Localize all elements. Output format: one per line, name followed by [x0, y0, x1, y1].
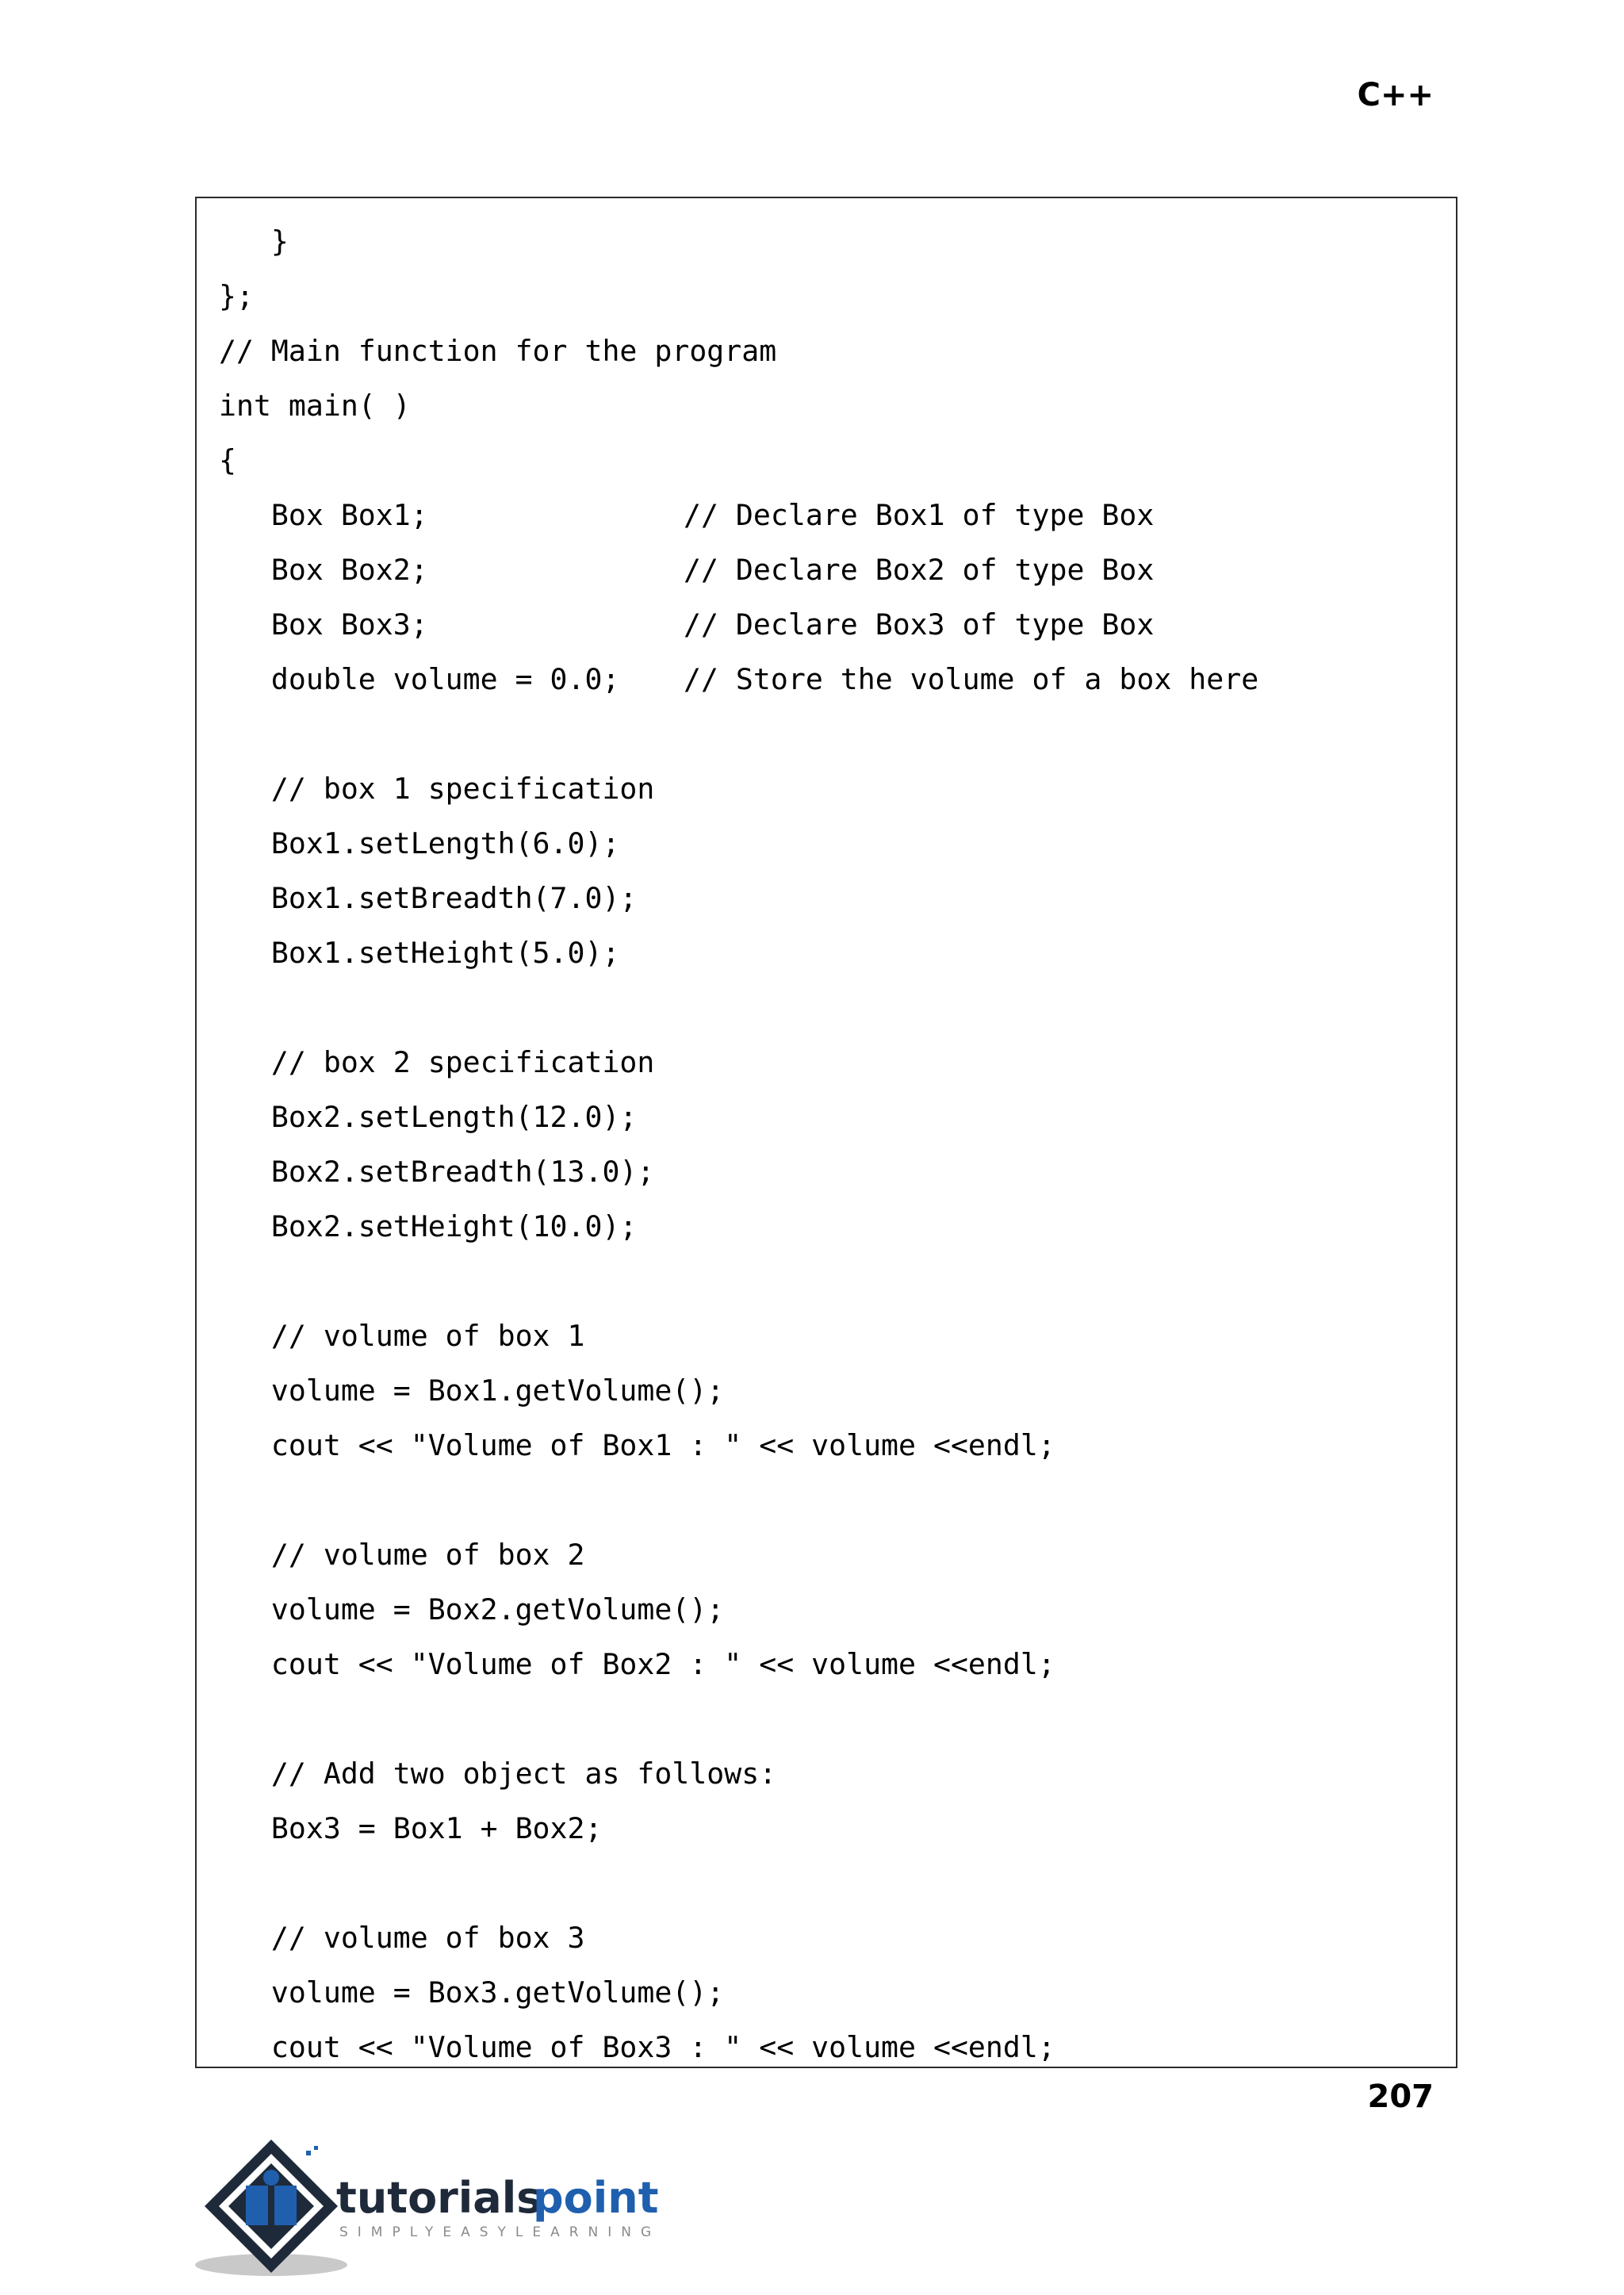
code-text: Box2.setHeight(10.0);	[219, 1209, 638, 1243]
code-text: int main( )	[219, 389, 411, 423]
page-header-title: C++	[1357, 77, 1434, 113]
code-text: {	[219, 443, 236, 477]
code-text: volume = Box2.getVolume();	[219, 1592, 725, 1626]
code-text: // volume of box 1	[219, 1319, 585, 1353]
code-comment: // Declare Box3 of type Box	[684, 607, 1155, 642]
logo-book-left	[246, 2186, 268, 2225]
code-text: // box 1 specification	[219, 772, 655, 806]
code-text: Box1.setLength(6.0);	[219, 826, 620, 860]
code-comment: // Store the volume of a box here	[684, 662, 1259, 696]
code-text: volume = Box3.getVolume();	[219, 1975, 725, 2010]
code-comment: // Declare Box2 of type Box	[684, 553, 1155, 587]
code-text: // volume of box 3	[219, 1921, 585, 1955]
tutorialspoint-logo	[195, 2133, 687, 2284]
code-text: // Add two object as follows:	[219, 1757, 777, 1791]
page-number: 207	[1367, 2079, 1434, 2115]
code-text: // box 2 specification	[219, 1045, 655, 1079]
code-text: Box3 = Box1 + Box2;	[219, 1811, 603, 1845]
code-text: Box Box1;	[219, 498, 428, 532]
logo-tagline: SIMPLYEASYLEARNING	[339, 2224, 661, 2240]
code-text: };	[219, 279, 254, 313]
code-text: // Main function for the program	[219, 334, 777, 368]
logo-figure-head	[263, 2170, 279, 2186]
code-block	[195, 197, 1457, 2068]
code-text: volume = Box1.getVolume();	[219, 1374, 725, 1408]
logo-text-tutorials: tutorials	[336, 2173, 542, 2223]
code-text: Box1.setHeight(5.0);	[219, 936, 620, 970]
logo-book-right	[274, 2186, 297, 2225]
code-text: cout << "Volume of Box1 : " << volume <<endl;	[219, 1428, 1055, 1462]
code-text: Box2.setLength(12.0);	[219, 1100, 638, 1134]
code-text: Box Box3;	[219, 607, 428, 642]
code-text: cout << "Volume of Box3 : " << volume <<endl;	[219, 2030, 1055, 2064]
code-text: Box Box2;	[219, 553, 428, 587]
code-text: Box1.setBreadth(7.0);	[219, 881, 638, 915]
logo-text-point: point	[533, 2173, 659, 2223]
code-text: Box2.setBreadth(13.0);	[219, 1155, 655, 1189]
code-comment: // Declare Box1 of type Box	[684, 498, 1155, 532]
code-text: }	[219, 224, 289, 259]
code-text: cout << "Volume of Box2 : " << volume <<endl;	[219, 1647, 1055, 1681]
code-text: double volume = 0.0;	[219, 662, 620, 696]
code-text: // volume of box 2	[219, 1538, 585, 1572]
